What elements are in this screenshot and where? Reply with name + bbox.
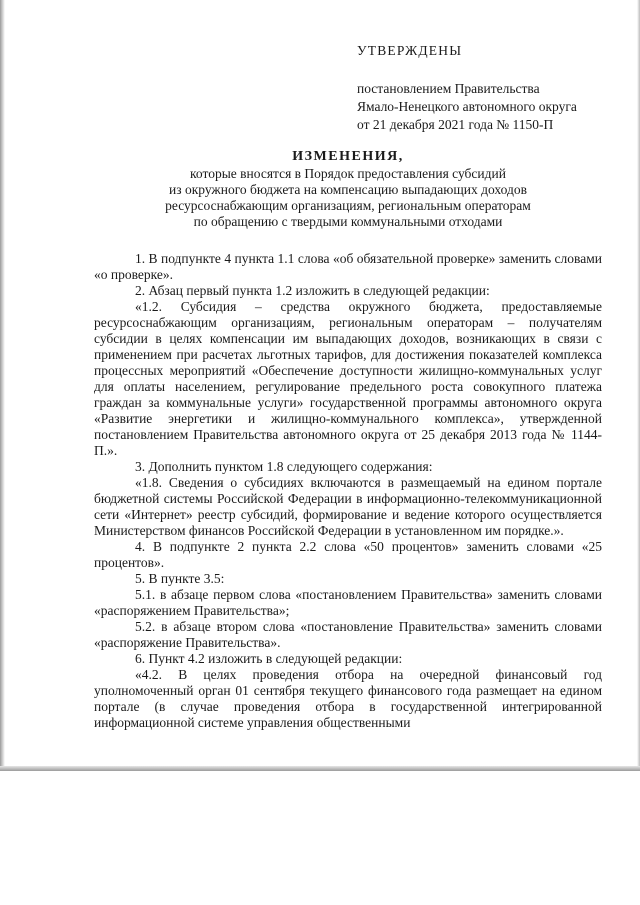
heading-line: из окружного бюджета на компенсацию выпадающих доходов — [169, 182, 527, 197]
scan-edge-left — [0, 0, 5, 770]
approval-line: постановлением Правительства — [357, 81, 540, 96]
paragraph: 1. В подпункте 4 пункта 1.1 слова «об обязательной проверке» заменить словами «о проверке». — [94, 251, 602, 282]
heading-line: которые вносятся в Порядок предоставления субсидий — [190, 166, 506, 181]
paragraph: «4.2. В целях проведения отбора на очередной финансовый год уполномоченный орган 01 сентября текущего финансового года размещает на едином портале (в случае проведения отбора в государственной интегрированной информационной системе управления общественными — [94, 667, 602, 730]
paragraph: 5.2. в абзаце втором слова «постановление Правительства» заменить словами «распоряжение Правительства». — [94, 619, 602, 650]
scan-edge-bottom — [0, 766, 640, 771]
paragraph: 6. Пункт 4.2 изложить в следующей редакции: — [135, 651, 403, 666]
paragraph: 4. В подпункте 2 пункта 2.2 слова «50 процентов» заменить словами «25 процентов». — [94, 539, 602, 570]
document-body — [94, 251, 602, 731]
paragraph: 5.1. в абзаце первом слова «постановлением Правительства» заменить словами «распоряжением Правительства»; — [94, 587, 602, 618]
document-heading — [94, 149, 602, 230]
approval-title: УТВЕРЖДЕНЫ — [357, 43, 463, 58]
paragraph: 3. Дополнить пунктом 1.8 следующего содержания: — [135, 459, 433, 474]
paragraph: «1.8. Сведения о субсидиях включаются в размещаемый на едином портале бюджетной системы Российской Федерации в информационно-телекоммуникационной сети «Интернет» реестр субсидий, формирование и ведение которого осуществляется Министерством финансов Российской Федерации в установленном им порядке.». — [94, 475, 602, 538]
heading-line: по обращению с твердыми коммунальными отходами — [193, 214, 503, 229]
paragraph: «1.2. Субсидия – средства окружного бюджета, предоставляемые ресурсоснабжающим организациям, региональным операторам – получателям субсидии в целях компенсации им выпадающих доходов, возникающих в связи с применением при расчетах льготных тарифов, для достижения показателей комплекса процессных мероприятий «Обеспечение доступности жилищно-коммунальных услуг для оплаты населением, регулирование предельного роста совокупного платежа граждан за коммунальные услуги» государственной программы автономного округа «Развитие энергетики и жилищно-коммунального комплекса», утвержденной постановлением Правительства автономного округа от 25 декабря 2013 года № 1144-П.». — [94, 299, 602, 458]
approval-line: Ямало-Ненецкого автономного округа — [357, 99, 577, 114]
paragraph: 2. Абзац первый пункта 1.2 изложить в следующей редакции: — [135, 283, 490, 298]
paragraph: 5. В пункте 3.5: — [135, 571, 225, 586]
heading-line: ресурсоснабжающим организациям, региональным операторам — [165, 198, 531, 213]
heading-title: ИЗМЕНЕНИЯ, — [292, 149, 404, 164]
approval-block — [357, 42, 617, 134]
approval-line: от 21 декабря 2021 года № 1150-П — [357, 117, 554, 132]
